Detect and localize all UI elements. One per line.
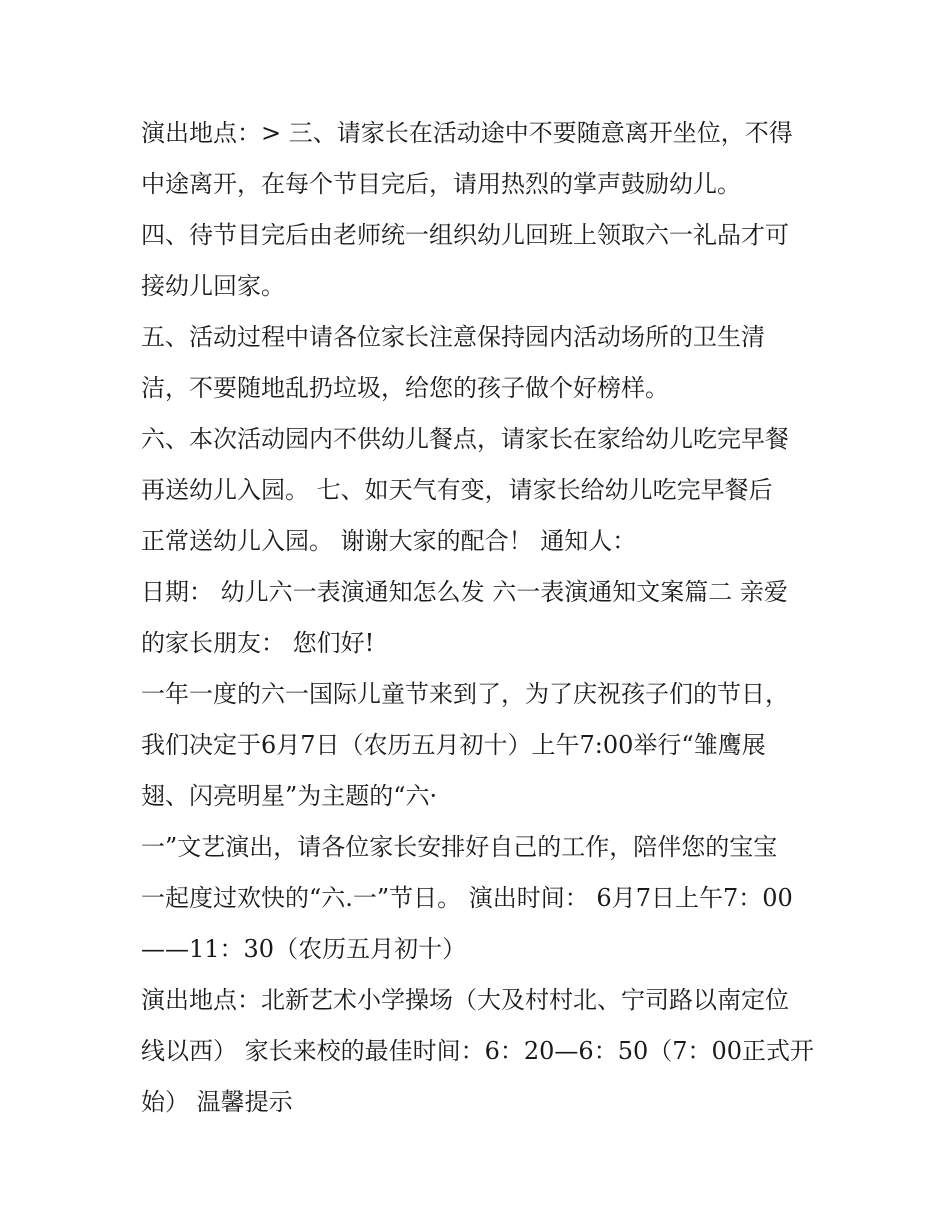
text-line: 线以西） 家长来校的最佳时间：6：20—6：50（7：00正式开 <box>141 1037 815 1065</box>
text-line: ——11：30（农历五月初十） <box>141 935 467 963</box>
text-line: 一”文艺演出，请各位家长安排好自己的工作，陪伴您的宝宝 <box>141 833 778 861</box>
text-line: 的家长朋友： 您们好! <box>141 629 375 657</box>
text-line: 中途离开，在每个节目完后，请用热烈的掌声鼓励幼儿。 <box>141 170 741 198</box>
text-line: 我们决定于6月7日（农历五月初十）上午7:00举行“雏鹰展 <box>141 731 766 759</box>
text-line: 日期： 幼儿六一表演通知怎么发 六一表演通知文案篇二 亲爱 <box>141 578 788 606</box>
text-line: 五、活动过程中请各位家长注意保持园内活动场所的卫生清 <box>141 323 765 351</box>
text-line: 演出地点：北新艺术小学操场（大及村村北、宁司路以南定位 <box>141 986 789 1014</box>
text-line: 翅、闪亮明星”为主题的“六· <box>141 782 438 810</box>
text-line: 六、本次活动园内不供幼儿餐点，请家长在家给幼儿吃完早餐 <box>141 425 789 453</box>
text-line: 接幼儿回家。 <box>141 272 285 300</box>
text-line: 始） 温馨提示 <box>141 1088 293 1116</box>
text-line: 一起度过欢快的“六.一”节日。 演出时间： 6月7日上午7：00 <box>141 884 793 912</box>
text-line: 正常送幼儿入园。 谢谢大家的配合！ 通知人： <box>141 527 637 555</box>
text-line: 四、待节目完后由老师统一组织幼儿回班上领取六一礼品才可 <box>141 221 789 249</box>
text-line: 演出地点：> 三、请家长在活动途中不要随意离开坐位，不得 <box>141 119 793 147</box>
text-line: 一年一度的六一国际儿童节来到了，为了庆祝孩子们的节日， <box>141 680 789 708</box>
text-line: 洁，不要随地乱扔垃圾，给您的孩子做个好榜样。 <box>141 374 669 402</box>
document-body <box>141 108 821 1128</box>
text-line: 再送幼儿入园。 七、如天气有变，请家长给幼儿吃完早餐后 <box>141 476 773 504</box>
